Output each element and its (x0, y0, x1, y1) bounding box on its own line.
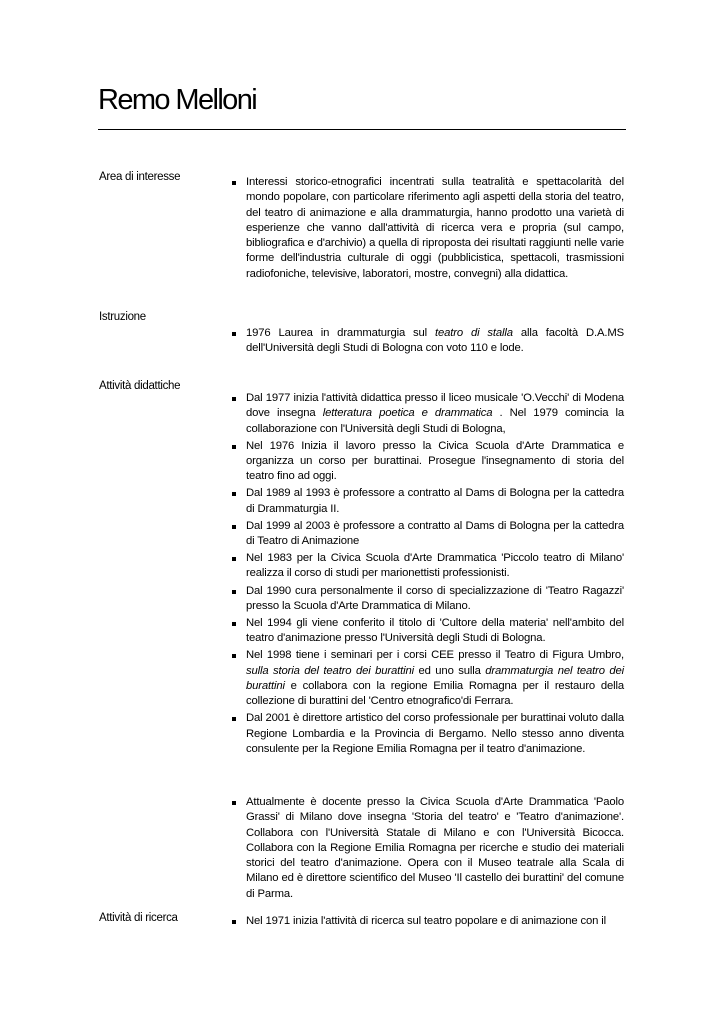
section-label-istruzione: Istruzione (99, 311, 146, 323)
text-run: Dal 1977 inizia l'attività didattica presso il liceo musicale 'O.Vecchi' di Modena dove insegna (246, 392, 624, 420)
list-item: Interessi storico-etnografici incentrati sulla teatralità e spettacolarità del mondo popolare, con particolare riferimento agli aspetti della storia del teatro, del teatro di animazione e alla drammaturgia, hanno prodotto una varietà di esperienze che vanno dall'attività di ricerca vera e propria (sul campo, bibliografica e d'archivio) a quella di riproposta dei risultati raggiunti nelle varie forme dell'industria culturale di oggi (pubblicistica, spettacoli, trasmissioni radiofoniche, televisive, laboratori, mostre, convegni) alla didattica. (231, 175, 624, 282)
list-item (231, 326, 624, 357)
person-name: Remo Melloni (98, 84, 257, 116)
attivita-didattiche-list (231, 391, 624, 757)
list-item: Nel 1971 inizia l'attività di ricerca sul teatro popolare e di animazione con il (231, 914, 624, 929)
text-run: alla facoltà D.A.MS dell'Università degli Studi di Bologna con voto 110 e lode. (246, 327, 625, 355)
text-run: 1976 Laurea in drammaturgia sul (246, 327, 435, 339)
title-divider (98, 129, 626, 130)
italic-text-run: teatro di stalla (435, 327, 513, 339)
list-item (231, 648, 624, 709)
text-run: . Nel 1979 comincia la collaborazione con l'Università degli Studi di Bologna, (246, 407, 624, 435)
list-item: Dal 2001 è direttore artistico del corso professionale per burattinai voluto dalla Regione Lombardia e la Provincia di Bergamo. Nello stesso anno diventa consulente per la Regione Emilia Romagna per il teatro d'animazione. (231, 711, 624, 757)
list-item: Dal 1990 cura personalmente il corso di specializzazione di 'Teatro Ragazzi' presso la Scuola d'Arte Drammatica di Milano. (231, 584, 624, 615)
italic-text-run: letteratura poetica e drammatica (322, 407, 493, 420)
list-item: Dal 1989 al 1993 è professore a contratto al Dams di Bologna per la cattedra di Drammaturgia II. (231, 486, 624, 517)
section-label-attivita-di-ricerca: Attività di ricerca (99, 912, 178, 924)
text-run: ed uno sulla (413, 664, 486, 677)
istruzione-list (231, 326, 624, 357)
text-run: e collabora con la regione Emilia Romagna per il restauro della collezione di burattini del 'Centro etnografico'di Ferrara. (246, 679, 624, 708)
list-item: Attualmente è docente presso la Civica Scuola d'Arte Drammatica 'Paolo Grassi' di Milano dove insegna 'Storia del teatro' e 'Teatro d'animazione'. Collabora con l'Università Statale di Milano e con l'Università Bicocca. Collabora con la Regione Emilia Romagna per ricerche e studio dei materiali storici del teatro d'animazione. Opera con il Museo teatrale alla Scala di Milano ed è direttore scientifico del Museo 'Il castello dei burattini' del comune di Parma. (231, 795, 624, 902)
section-label-area-di-interesse: Area di interesse (99, 171, 181, 183)
section-label-attivita-didattiche: Attività didattiche (99, 380, 181, 392)
list-item: Nel 1983 per la Civica Scuola d'Arte Drammatica 'Piccolo teatro di Milano' realizza il corso di studi per marionettisti professionisti. (231, 551, 624, 582)
attivita-didattiche-list-continued (231, 795, 624, 902)
text-run: Nel 1998 tiene i seminari per i corsi CEE presso il Teatro di Figura Umbro, (246, 649, 624, 662)
italic-text-run: sulla storia del teatro dei burattini (246, 664, 414, 677)
list-item: Nel 1976 Inizia il lavoro presso la Civica Scuola d'Arte Drammatica e organizza un corso per burattinai. Prosegue l'insegnamento di storia del teatro fino ad oggi. (231, 439, 624, 485)
list-item (231, 391, 624, 437)
list-item: Dal 1999 al 2003 è professore a contratto al Dams di Bologna per la cattedra di Teatro di Animazione (231, 519, 624, 550)
attivita-di-ricerca-list (231, 914, 624, 929)
list-item: Nel 1994 gli viene conferito il titolo di 'Cultore della materia' nell'ambito del teatro d'animazione presso l'Università degli Studi di Bologna. (231, 616, 624, 647)
italic-text-run: drammaturgia nel teatro dei burattini (246, 664, 624, 692)
area-di-interesse-list (231, 175, 624, 282)
